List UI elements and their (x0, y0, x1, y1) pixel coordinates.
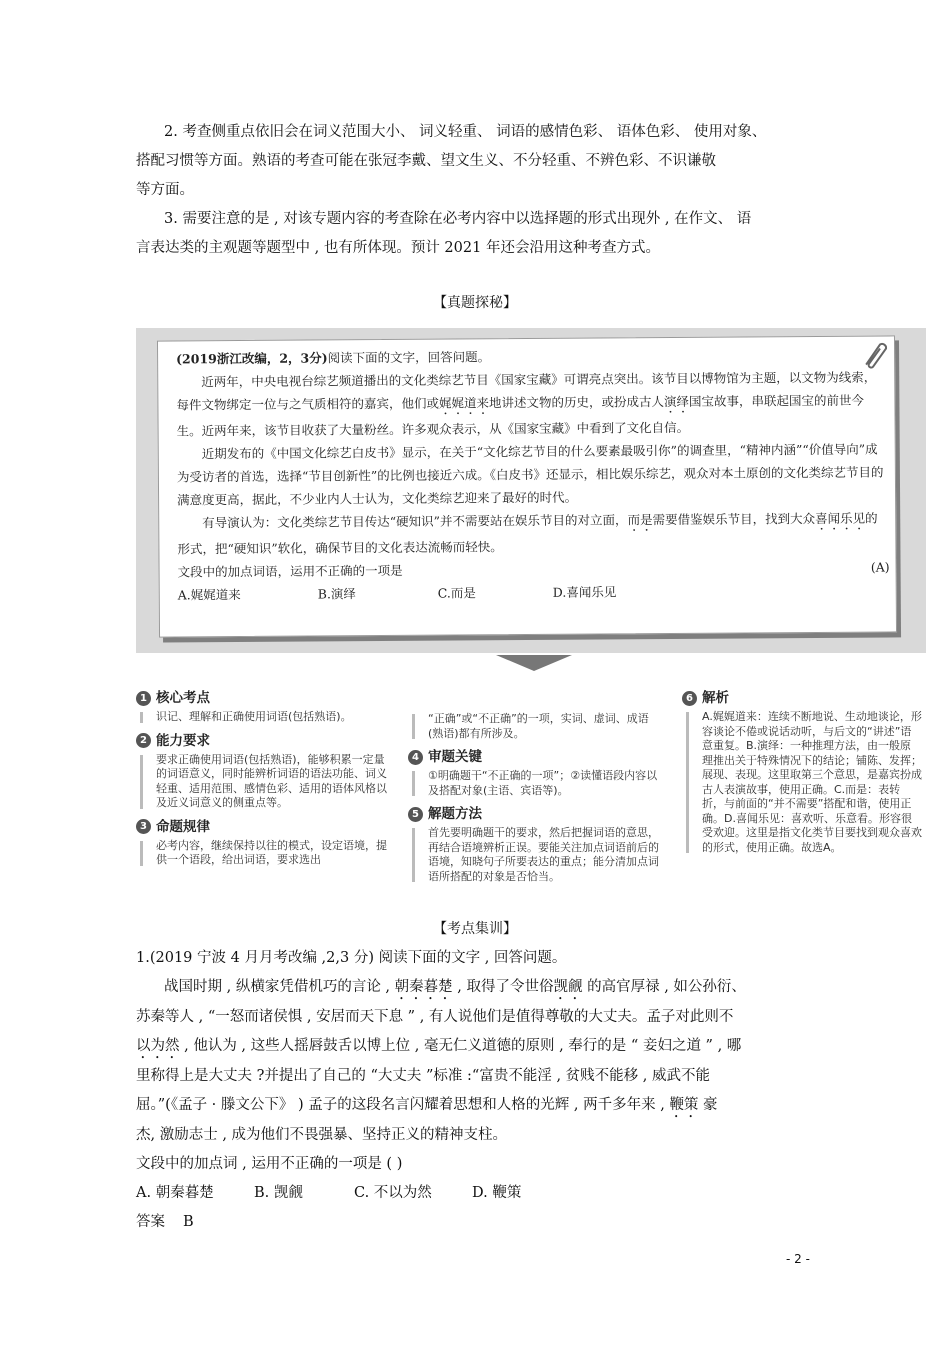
q1-line5-text-a: 屈。”(《孟子 · 滕文公下》 ) 孟子的这段名言闪耀着思想和人格的光辉 , 两千多年来 , (136, 1097, 670, 1113)
number-4-icon: 4 (408, 750, 423, 765)
heading-method-text: 解题方法 (428, 806, 482, 822)
q1-answer-value: B (183, 1214, 194, 1230)
exam-para3-text-a: 有导演认为：文化类综艺节目传达“硬知识”并不需要站在娱乐节目的对立面， (202, 512, 628, 531)
intro-p2-line2: 搭配习惯等方面。熟语的考查可能在张冠李戴、望文生义、不分轻重、不辨色彩、不识谦敬 (136, 153, 716, 169)
text-pattern: 必考内容，继续保持以往的模式，设定语境，提供一个语段，给出词语，要求选出 (136, 839, 392, 868)
page-number: - 2 - (786, 1252, 810, 1266)
heading-pattern (136, 817, 392, 837)
q1-option-c: C. 不以为然 (354, 1185, 432, 1201)
exam-para1-text-b: 地讲述文物的历史，或扮成古人 (488, 394, 665, 411)
number-5-icon: 5 (408, 807, 423, 822)
text-key-review: ①明确题干“不正确的一项”；②读懂语段内容以及搭配对象(主语、宾语等)。 (408, 769, 664, 798)
heading-key-review-text: 审题关键 (428, 749, 482, 765)
down-arrow-icon (496, 655, 572, 671)
dotted-word-chaoqin: 朝秦暮楚 (394, 979, 453, 995)
q1-options (136, 1179, 826, 1208)
exam-paragraph-2: 近期发布的《中国文化综艺白皮书》显示，在关于“文化综艺节目的什么要素最吸引你”的调查里，“精神内涵”“价值导向”成为受访者的首选，选择“节目创新性”的比例也接近六成。《白皮书》还显示，相比娱乐综艺，观众对本土原创的文化类综艺节目的满意度更高，据此，不少业内人士认为，文化类综艺迎来了最好的时代。 (176, 441, 884, 508)
exam-options (178, 578, 890, 606)
exam-card (157, 335, 897, 637)
exam-paragraph-3 (177, 506, 889, 560)
intro-p2-line3: 等方面。 (136, 182, 194, 198)
q1-line-4: 里称得上是大丈夫 ?并提出了自己的 “大丈夫 ”标准 :“富贵不能淫 , 贫贱不能移 , 威武不能 (136, 1068, 710, 1084)
exam-option-b: B.演绎 (317, 586, 356, 602)
exam-question-text: 文段中的加点词语，运用不正确的一项是 (177, 562, 403, 580)
dotted-word-yanyi: 演绎 (663, 393, 690, 410)
heading-explanation-text: 解析 (702, 690, 729, 706)
exam-paragraph-1 (176, 365, 888, 442)
q1-line5-text-b: 豪 (698, 1097, 718, 1113)
exam-para3-text-b: 需要借鉴娱乐节目，找到大众 (652, 510, 816, 528)
exam-option-d: D.喜闻乐见 (552, 584, 617, 600)
heading-pattern-text: 命题规律 (156, 818, 210, 835)
question-1 (136, 944, 826, 1237)
q1-line3-text-b: , 他认为 , 这些人摇唇鼓舌以博上位 , 毫无仁义道德的原则 , 奉行的是 “ 妾妇之道 ” , 哪 (179, 1038, 742, 1054)
q1-line1-text-c: 的高官厚禄 , 如公孙衍、 (582, 979, 746, 995)
intro-section (136, 118, 816, 263)
q1-line1-text-a: 战国时期 , 纵横家凭借机巧的言论 , (164, 979, 395, 995)
number-1-icon: 1 (136, 691, 151, 706)
dotted-word-buyiweiran: 以为然 (136, 1038, 180, 1054)
q1-option-a: A. 朝秦暮楚 (136, 1185, 214, 1201)
q1-question: 文段中的加点词 , 运用不正确的一项是 ( ) (136, 1156, 403, 1172)
dotted-word-xiwen: 喜闻乐见 (815, 510, 866, 526)
exam-option-a: A.娓娓道来 (177, 587, 241, 603)
exam-instruction: 阅读下面的文字，回答问题。 (327, 349, 491, 366)
analysis-panel (136, 688, 926, 903)
q1-option-d: D. 鞭策 (472, 1185, 522, 1201)
q1-answer (136, 1208, 826, 1237)
exam-para1-text-a: 近两年，中央电视台综艺频道播出的文化类综艺节目《国家宝藏》可谓亮点突出。该节目以博物馆为主题，以文物为线索，每件文物绑定一位与之气质相符的嘉宾，他们或 (176, 369, 877, 413)
intro-p3-line2: 言表达类的主观题等题型中 , 也有所体现。预计 2021 年还会沿用这种考查方式。 (136, 240, 660, 256)
dotted-word-ershi: 而是 (627, 512, 653, 528)
text-method: 首先要明确题干的要求，然后把握词语的意思，再结合语境辨析正误。要能关注加点词语前后的语境，知晓句子所要表达的重点；能分清加点词语所搭配的对象是否恰当。 (408, 826, 664, 884)
exam-card-background (136, 328, 926, 653)
heading-core-point (136, 688, 392, 708)
text-explanation: A.娓娓道来：连续不断地说、生动地谈论，形容谈论不倦或说话动听，与后文的“讲述”语意重复。B.演绎：一种推理方法，由一般原理推出关于特殊情况下的结论；铺陈、发挥；展现、表现。这里取第三个意思，是嘉宾扮成古人表演故事，使用正确。C.而是：表转折，与前面的“并不需要”搭配和谐，使用正确。D.喜闻乐见：喜欢听、乐意看。形容很受欢迎。这里是指文化类节目要找到观众喜欢的形式，使用正确。故选A。 (682, 710, 922, 855)
analysis-col-1 (136, 688, 392, 874)
section-title-training: 【考点集训】 (433, 921, 517, 937)
dotted-word-weiwei: 娓娓道来 (438, 395, 489, 411)
q1-line-1 (136, 973, 826, 1003)
q1-answer-label: 答案 (136, 1214, 165, 1230)
exam-answer: (A) (870, 559, 890, 575)
number-3-icon: 3 (136, 819, 151, 834)
q1-option-b: B. 觊觎 (254, 1185, 303, 1201)
heading-ability (136, 731, 392, 751)
intro-p3-line1: 3. 需要注意的是 , 对该专题内容的考查除在必考内容中以选择题的形式出现外 , 在作文、 语 (164, 211, 752, 227)
q1-line1-text-b: , 取得了令世俗 (452, 979, 554, 995)
text-pattern-continued: “正确”或“不正确”的一项，实词、虚词、成语(熟语)都有所涉及。 (408, 712, 664, 741)
q1-header: 1.(2019 宁波 4 月月考改编 ,2,3 分) 阅读下面的文字 , 回答问题。 (136, 950, 567, 966)
dotted-word-jiyu: 觊觎 (553, 979, 583, 995)
heading-explanation (682, 688, 922, 708)
analysis-col-2 (408, 710, 664, 890)
intro-p2-line1: 2. 考查侧重点依旧会在词义范围大小、 词义轻重、 词语的感情色彩、 语体色彩、 使用对象、 (164, 124, 767, 140)
number-6-icon: 6 (682, 691, 697, 706)
exam-para1-text-c: 国宝故事，串联起国宝的前世今生。近两年来，该节目收获了大量粉丝。许多观众表示，从《国家宝藏》中看到了文化自信。 (176, 392, 865, 439)
text-core-point: 识记、理解和正确使用词语(包括熟语)。 (136, 710, 392, 725)
heading-core-point-text: 核心考点 (156, 690, 210, 706)
q1-line-2: 苏秦等人 , “一怒而诸侯惧 , 安居而天下息 ” , 有人说他们是值得尊敬的大丈夫。孟子对此则不 (136, 1009, 734, 1025)
analysis-col-3 (682, 688, 922, 861)
heading-key-review (408, 747, 664, 767)
exam-option-c: C.而是 (437, 585, 476, 601)
dotted-word-bince: 鞭策 (669, 1097, 699, 1113)
heading-method (408, 804, 664, 824)
exam-para3-text-c: 的形式，把“硬知识”软化，确保节目的文化表达流畅而轻快。 (177, 510, 878, 557)
q1-line-6: 杰, 激励志士 , 成为他们不畏强暴、坚持正义的精神支柱。 (136, 1127, 508, 1143)
heading-ability-text: 能力要求 (156, 732, 210, 749)
q1-line-5 (136, 1091, 826, 1121)
section-title-real-exam: 【真题探秘】 (433, 295, 517, 311)
number-2-icon: 2 (136, 733, 151, 748)
text-ability: 要求正确使用词语(包括熟语)，能够积累一定量的词语意义，同时能辨析词语的语法功能、词义轻重、适用范围、感情色彩、适用的语体风格以及近义词意义的侧重点等。 (136, 753, 392, 811)
exam-source: (2019浙江改编，2，3分) (176, 350, 328, 367)
q1-line-3 (136, 1032, 826, 1062)
